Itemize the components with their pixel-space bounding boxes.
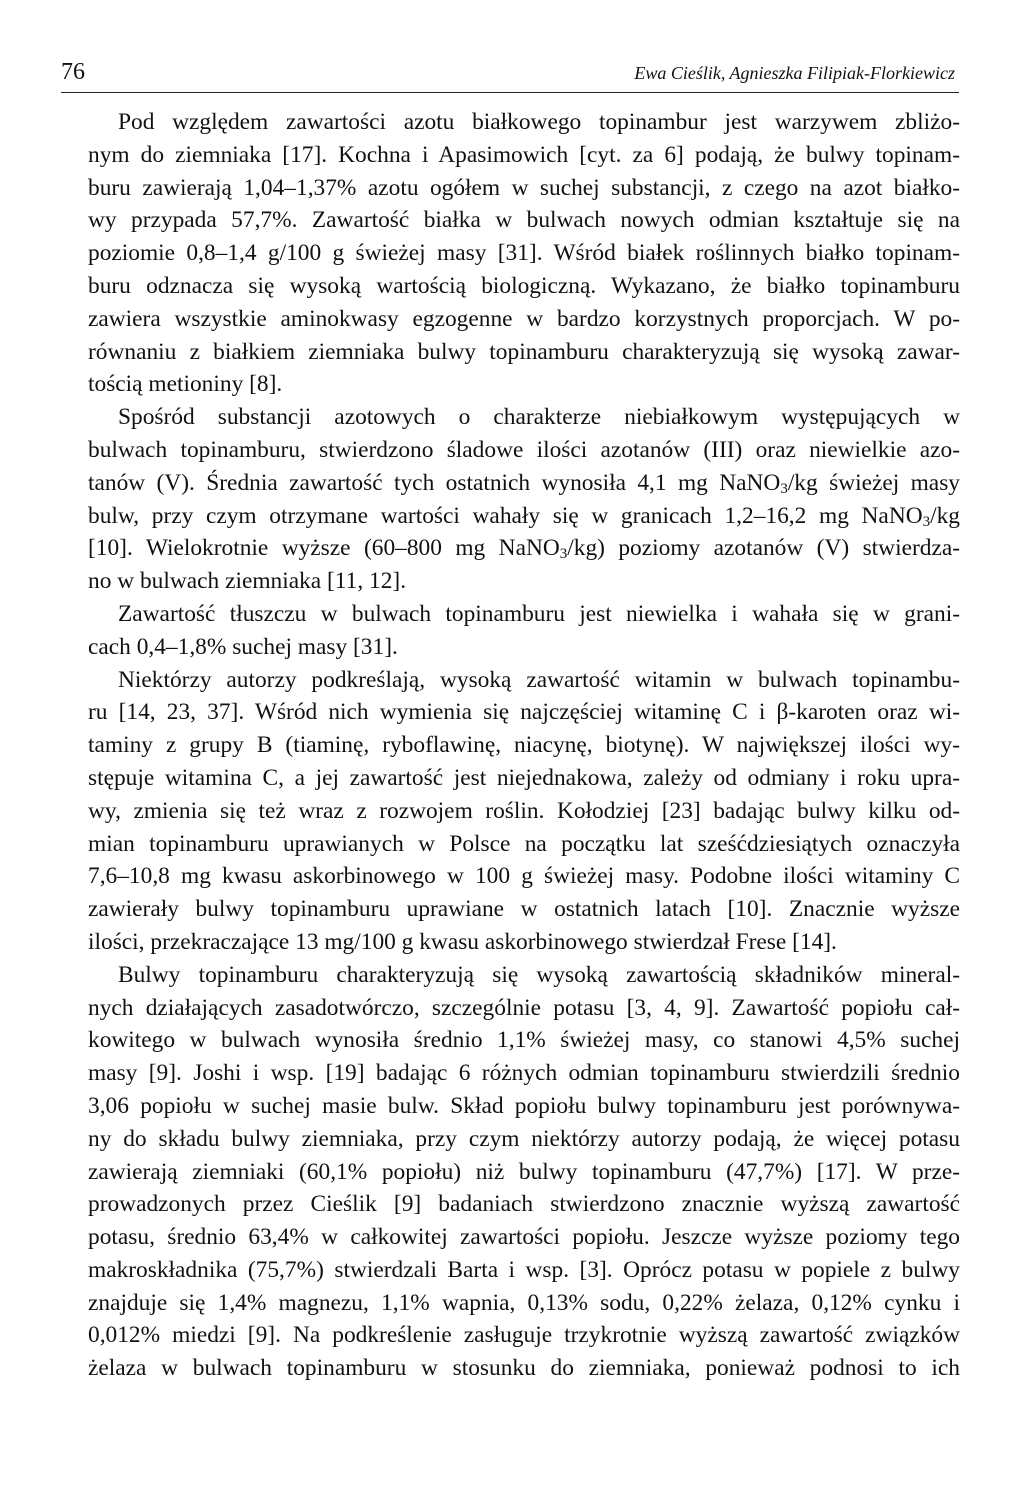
page-number: 76 bbox=[61, 59, 85, 85]
paragraph-nitrogen-protein bbox=[88, 106, 960, 401]
text-line: Spośród substancji azotowych o charakterze niebiałkowym występujących w bbox=[118, 404, 960, 431]
text-line: cach 0,4–1,8% suchej masy [31]. bbox=[88, 633, 398, 660]
text-line: no w bulwach ziemniaka [11, 12]. bbox=[88, 568, 407, 595]
text-line: ny do składu bulwy ziemniaka, przy czym niektórzy autorzy podają, że więcej potasu bbox=[88, 1125, 960, 1152]
body-text bbox=[88, 106, 960, 1385]
text-line: 0,012% miedzi [9]. Na podkreślenie zasługuje trzykrotnie wyższą zawartość związków bbox=[88, 1322, 960, 1349]
text-line: wy, zmienia się też wraz z rozwojem roślin. Kołodziej [23] badając bulwy kilku od- bbox=[88, 797, 960, 824]
text-line: Pod względem zawartości azotu białkowego topinambur jest warzywem zbliżo- bbox=[118, 109, 960, 135]
text-line: zawierają ziemniaki (60,1% popiołu) niż bulwy topinamburu (47,7%) [17]. W prze- bbox=[88, 1158, 960, 1185]
text-line: bulw, przy czym otrzymane wartości wahały się w granicach 1,2–16,2 mg NaNO$_3$/kg bbox=[88, 502, 960, 530]
running-head: Ewa Cieślik, Agnieszka Filipiak-Florkiewicz bbox=[634, 63, 955, 83]
text-line: buru zawierają 1,04–1,37% azotu ogółem w suchej substancji, z czego na azot białko- bbox=[88, 174, 960, 201]
text-line: bulwach topinamburu, stwierdzono śladowe ilości azotanów (III) oraz niewielkie azo- bbox=[88, 436, 960, 463]
text-line: żelaza w bulwach topinamburu w stosunku do ziemniaka, ponieważ podnosi to ich bbox=[88, 1355, 960, 1382]
text-line: tanów (V). Średnia zawartość tych ostatnich wynosiła 4,1 mg NaNO$_3$/kg świeżej masy bbox=[88, 469, 960, 497]
text-line: potasu, średnio 63,4% w całkowitej zawartości popiołu. Jeszcze wyższe poziomy tego bbox=[88, 1224, 960, 1251]
text-line: nych działających zasadotwórczo, szczególnie potasu [3, 4, 9]. Zawartość popiołu cał- bbox=[88, 994, 960, 1021]
text-line: równaniu z białkiem ziemniaka bulwy topinamburu charakteryzują się wysoką zawar- bbox=[88, 338, 960, 365]
text-line: kowitego w bulwach wynosiła średnio 1,1% świeżej masy, co stanowi 4,5% suchej bbox=[88, 1027, 960, 1054]
text-line: poziomie 0,8–1,4 g/100 g świeżej masy [31]. Wśród białek roślinnych białko topinam- bbox=[88, 240, 960, 267]
text-line: tością metioniny [8]. bbox=[88, 371, 283, 398]
paragraph-nitrates bbox=[88, 401, 960, 598]
paragraph-minerals bbox=[88, 959, 960, 1385]
text-line: nym do ziemniaka [17]. Kochna i Apasimowich [cyt. za 6] podają, że bulwy topinam- bbox=[88, 141, 960, 168]
paragraph-vitamins bbox=[88, 664, 960, 959]
text-line: mian topinamburu uprawianych w Polsce na początku lat sześćdziesiątych oznaczyła bbox=[88, 830, 960, 857]
text-line: zawiera wszystkie aminokwasy egzogenne w bardzo korzystnych proporcjach. W po- bbox=[88, 305, 960, 332]
text-line: znajduje się 1,4% magnezu, 1,1% wapnia, 0,13% sodu, 0,22% żelaza, 0,12% cynku i bbox=[88, 1289, 960, 1316]
paragraph-fat bbox=[88, 598, 960, 664]
text-line: stępuje witamina C, a jej zawartość jest niejednakowa, zależy od odmiany i roku upra- bbox=[88, 764, 960, 791]
text-line: Niektórzy autorzy podkreślają, wysoką zawartość witamin w bulwach topinambu- bbox=[118, 666, 960, 693]
text-line: ilości, przekraczające 13 mg/100 g kwasu askorbinowego stwierdzał Frese [14]. bbox=[88, 928, 837, 955]
text-line: wy przypada 57,7%. Zawartość białka w bulwach nowych odmian kształtuje się na bbox=[88, 207, 960, 234]
text-line: buru odznacza się wysoką wartością biologiczną. Wykazano, że białko topinamburu bbox=[88, 272, 960, 299]
text-line: 7,6–10,8 mg kwasu askorbinowego w 100 g świeżej masy. Podobne ilości witaminy C bbox=[88, 863, 960, 890]
text-line: Bulwy topinamburu charakteryzują się wysoką zawartością składników mineral- bbox=[118, 961, 960, 988]
text-line: Zawartość tłuszczu w bulwach topinamburu jest niewielka i wahała się w grani- bbox=[118, 600, 960, 627]
text-line: [10]. Wielokrotnie wyższe (60–800 mg NaNO$_3$/kg) poziomy azotanów (V) stwierdza- bbox=[88, 535, 960, 563]
text-line: makroskładnika (75,7%) stwierdzali Barta i wsp. [3]. Oprócz potasu w popiele z bulwy bbox=[88, 1256, 960, 1283]
text-line: zawierały bulwy topinamburu uprawiane w ostatnich latach [10]. Znacznie wyższe bbox=[88, 896, 960, 923]
text-line: taminy z grupy B (tiaminę, ryboflawinę, niacynę, biotynę). W największej ilości wy- bbox=[88, 732, 960, 759]
page-header bbox=[61, 58, 959, 93]
text-line: 3,06 popiołu w suchej masie bulw. Skład popiołu bulwy topinamburu jest porównywa- bbox=[88, 1092, 960, 1119]
text-line: prowadzonych przez Cieślik [9] badaniach stwierdzono znacznie wyższą zawartość bbox=[88, 1191, 960, 1218]
text-line: masy [9]. Joshi i wsp. [19] badając 6 różnych odmian topinamburu stwierdzili średnio bbox=[88, 1060, 960, 1087]
text-line: ru [14, 23, 37]. Wśród nich wymienia się najczęściej witaminę C i β-karoten oraz wi- bbox=[88, 699, 960, 726]
